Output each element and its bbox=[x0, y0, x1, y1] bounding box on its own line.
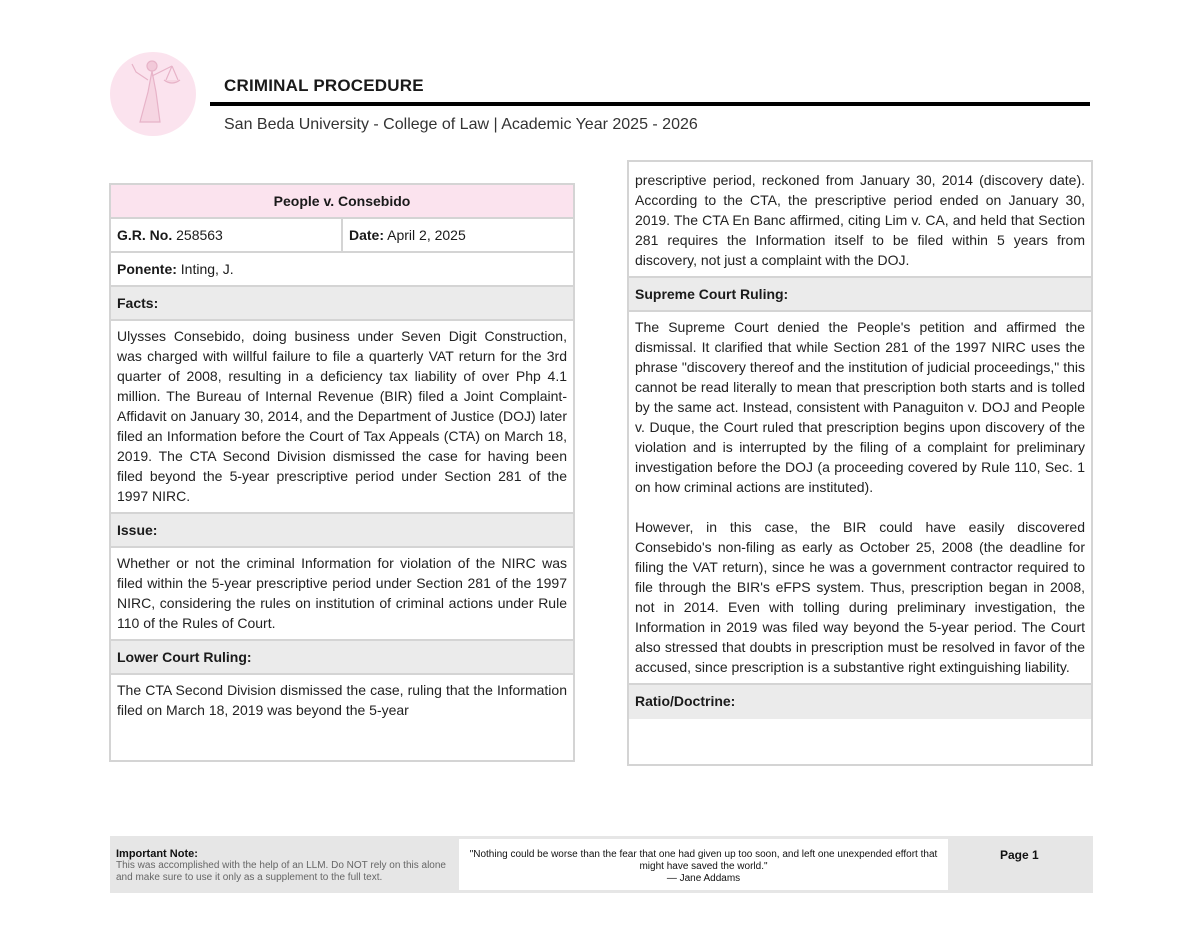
ponente-row bbox=[111, 253, 573, 287]
date-cell bbox=[343, 219, 466, 251]
facts-paragraph: Ulysses Consebido, doing business under Seven Digit Construction, was charged with willful failure to file a quarterly VAT return for the 3rd quarter of 2008, resulting in a deficiency tax liability of over Php 4.1 million. The Bureau of Internal Revenue (BIR) filed a Joint Complaint-Affidavit on January 30, 2014, and the Department of Justice (DOJ) later filed an Information before the Court of Tax Appeals (CTA) on March 18, 2019. The CTA Second Division dismissed the case for having been filed beyond the 5-year prescriptive period under Section 281 of the 1997 NIRC. bbox=[117, 328, 567, 504]
ponente-label: Ponente: bbox=[117, 261, 177, 277]
issue-heading: Issue: bbox=[111, 514, 573, 548]
issue-paragraph: Whether or not the criminal Information for violation of the NIRC was filed within the 5-year prescriptive period under Section 281 of the 1997 NIRC, considering the rules on institution of criminal actions under Rule 110 of the Rules of Court. bbox=[117, 555, 567, 631]
ponente-value: Inting, J. bbox=[180, 261, 234, 277]
supreme-court-heading: Supreme Court Ruling: bbox=[629, 278, 1091, 312]
gr-value: 258563 bbox=[176, 227, 223, 243]
issue-text bbox=[111, 548, 573, 641]
footer-quote bbox=[459, 839, 948, 890]
document-title: CRIMINAL PROCEDURE bbox=[224, 76, 424, 95]
case-meta-row bbox=[111, 219, 573, 253]
lower-court-text-continued bbox=[629, 162, 1091, 278]
facts-text bbox=[111, 321, 573, 514]
page-footer bbox=[110, 836, 1093, 893]
gr-label: G.R. No. bbox=[117, 227, 173, 243]
note-title: Important Note: bbox=[116, 848, 198, 860]
case-digest-right-column bbox=[627, 160, 1093, 766]
date-label: Date: bbox=[349, 227, 385, 243]
title-divider bbox=[210, 102, 1090, 106]
case-title: People v. Consebido bbox=[111, 185, 573, 219]
quote-author: — Jane Addams bbox=[666, 873, 741, 884]
case-digest-left-column bbox=[109, 183, 575, 762]
lower-court-heading: Lower Court Ruling: bbox=[111, 641, 573, 675]
supreme-court-paragraph-2: However, in this case, the BIR could have easily discovered Consebido's non-filing as early as October 25, 2008 (the deadline for filing the VAT return), since he was a government contractor required to file through the BIR's eFPS system. Thus, prescription began in 2008, not in 2014. Even with tolling during preliminary investigation, the Information in 2019 was filed way beyond the 5-year period. The Court also stressed that doubts in prescription must be resolved in favor of the accused, since prescription is a substantive right extinguishing liability. bbox=[635, 519, 1085, 675]
facts-heading: Facts: bbox=[111, 287, 573, 321]
ratio-heading: Ratio/Doctrine: bbox=[629, 685, 1091, 719]
page-number: Page 1 bbox=[1000, 848, 1039, 862]
lower-court-paragraph-continued: prescriptive period, reckoned from January 30, 2014 (discovery date). According to the CTA, the prescriptive period ended on January 30, 2019. The CTA En Banc affirmed, citing Lim v. CA, and held that Section 281 requires the Information itself to be filed within 5 years from discovery, not just a complaint with the DOJ. bbox=[635, 172, 1085, 268]
important-note bbox=[116, 848, 446, 884]
lower-court-text bbox=[111, 675, 573, 726]
lady-justice-icon bbox=[110, 52, 196, 136]
document-subtitle: San Beda University - College of Law | Academic Year 2025 - 2026 bbox=[224, 116, 698, 133]
justice-scales-logo bbox=[110, 52, 196, 136]
lower-court-paragraph: The CTA Second Division dismissed the case, ruling that the Information filed on March 18, 2019 was beyond the 5-year bbox=[117, 682, 567, 718]
supreme-court-text bbox=[629, 312, 1091, 685]
gr-number-cell bbox=[111, 219, 343, 251]
supreme-court-paragraph-1: The Supreme Court denied the People's petition and affirmed the dismissal. It clarified that while Section 281 of the 1997 NIRC uses the phrase "discovery thereof and the institution of judicial proceedings," this cannot be read literally to mean that prescription both starts and is tolled by the same act. Instead, consistent with Panaguiton v. DOJ and People v. Duque, the Court ruled that prescription begins upon discovery of the violation and is interrupted by the filing of a complaint for preliminary investigation before the DOJ (a proceeding covered by Rule 110, Sec. 1 on how criminal actions are instituted). bbox=[635, 319, 1085, 495]
note-text: This was accomplished with the help of an LLM. Do NOT rely on this alone and make sure to use it only as a supplement to the full text. bbox=[116, 860, 446, 883]
date-value: April 2, 2025 bbox=[387, 227, 466, 243]
quote-text: "Nothing could be worse than the fear that one had given up too soon, and left one unexpended effort that might have saved the world." bbox=[469, 849, 938, 872]
